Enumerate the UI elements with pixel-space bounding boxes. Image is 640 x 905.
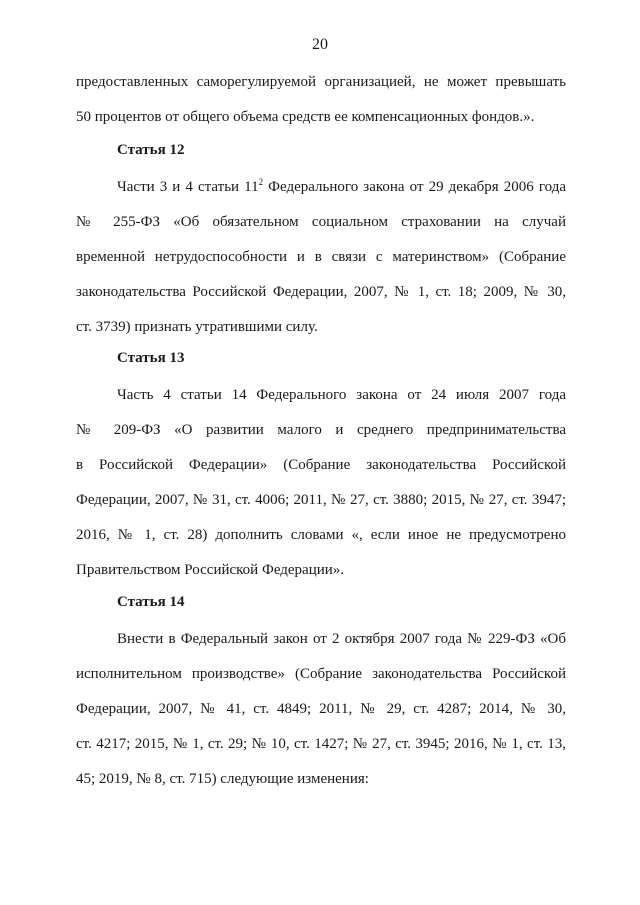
text-line: законодательства Российской Федерации, 2007, № 1, ст. 18; 2009, № 30, [76,284,566,300]
text-line: Часть 4 статьи 14 Федерального закона от 24 июля 2007 года [117,387,566,403]
article-13-heading: Статья 13 [117,350,185,366]
text-line: ст. 4217; 2015, № 1, ст. 29; № 10, ст. 1427; № 27, ст. 3945; 2016, № 1, ст. 13, [76,736,566,752]
text-line: предоставленных саморегулируемой организацией, не может превышать [76,74,566,90]
text-line: Части 3 и 4 статьи $11^2$ Федерального закона от 29 декабря 2006 года [117,177,566,195]
text-line: Внести в Федеральный закон от 2 октября 2007 года № 229-ФЗ «Об [117,631,566,647]
article-14-heading: Статья 14 [117,594,185,610]
text-line: исполнительном производстве» (Собрание законодательства Российской [76,666,566,682]
text-line: ст. 3739) признать утратившими силу. [76,319,318,335]
text-line: Федерации, 2007, № 41, ст. 4849; 2011, № 29, ст. 4287; 2014, № 30, [76,701,566,717]
text-line: 2016, № 1, ст. 28) дополнить словами «, если иное не предусмотрено [76,527,566,543]
text-line: временной нетрудоспособности и в связи с материнством» (Собрание [76,249,566,265]
text-line: № 209-ФЗ «О развитии малого и среднего предпринимательства [76,422,566,438]
text-line: 45; 2019, № 8, ст. 715) следующие изменения: [76,771,369,787]
text-line: в Российской Федерации» (Собрание законодательства Российской [76,457,566,473]
text-line: Правительством Российской Федерации». [76,562,345,578]
text-line: № 255-ФЗ «Об обязательном социальном страховании на случай [76,214,566,230]
text-line: 50 процентов от общего объема средств ее компенсационных фондов.». [76,109,535,125]
article-12-heading: Статья 12 [117,142,185,158]
text-line: Федерации, 2007, № 31, ст. 4006; 2011, № 27, ст. 3880; 2015, № 27, ст. 3947; [76,492,566,508]
page-number: 20 [312,36,328,53]
